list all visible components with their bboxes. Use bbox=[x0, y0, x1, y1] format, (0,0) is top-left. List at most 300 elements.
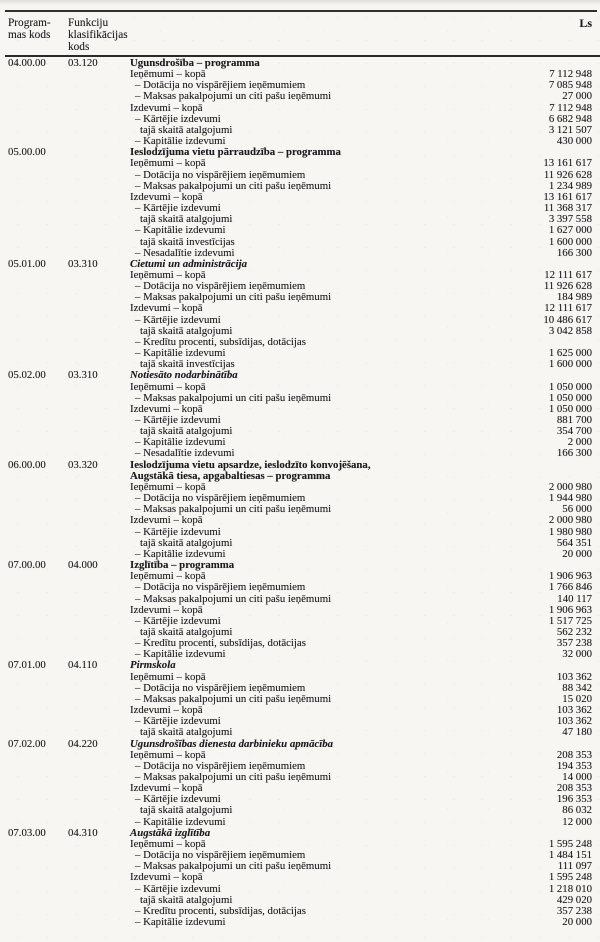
program-code bbox=[8, 493, 68, 504]
row-amount: 11 926 628 bbox=[543, 280, 592, 293]
function-code bbox=[68, 303, 130, 314]
row-label: Ieņēmumi – kopā bbox=[130, 157, 206, 170]
program-code: 07.02.00 bbox=[8, 737, 46, 750]
budget-row bbox=[8, 727, 592, 738]
row-amount: 1 906 963 bbox=[548, 603, 592, 616]
budget-row bbox=[8, 181, 592, 192]
row-amount: 208 353 bbox=[556, 782, 592, 795]
row-label: – Kredītu procenti, subsīdijas, dotācijas bbox=[135, 637, 306, 650]
row-amount: 184 989 bbox=[556, 291, 592, 304]
row-amount: 13 161 617 bbox=[543, 157, 592, 170]
function-code bbox=[68, 170, 130, 181]
budget-row bbox=[8, 638, 592, 649]
row-amount: 194 353 bbox=[556, 759, 592, 772]
function-code bbox=[68, 794, 130, 805]
table-body bbox=[8, 58, 592, 928]
program-code bbox=[8, 727, 68, 738]
budget-section bbox=[8, 828, 592, 928]
row-label: – Kapitālie izdevumi bbox=[135, 916, 226, 929]
row-amount: 430 000 bbox=[556, 135, 592, 148]
program-code: 05.02.00 bbox=[8, 369, 46, 382]
function-code bbox=[68, 225, 130, 236]
program-code bbox=[8, 716, 68, 727]
row-label: – Maksas pakalpojumi un citi pašu ieņēmumi bbox=[135, 860, 332, 873]
row-label: – Nesadalītie izdevumi bbox=[135, 246, 235, 259]
budget-row bbox=[8, 448, 592, 459]
budget-row bbox=[8, 805, 592, 816]
function-code bbox=[68, 761, 130, 772]
row-amount: 166 300 bbox=[556, 246, 592, 259]
function-code bbox=[68, 192, 130, 203]
row-label: tajā skaitā atalgojumi bbox=[140, 804, 233, 817]
program-code bbox=[8, 884, 68, 895]
row-label: – Kapitālie izdevumi bbox=[135, 648, 226, 661]
section-title-line bbox=[8, 471, 592, 482]
function-code bbox=[68, 281, 130, 292]
function-code bbox=[68, 482, 130, 493]
function-code bbox=[68, 69, 130, 80]
row-label: – Kārtējie izdevumi bbox=[135, 882, 221, 895]
program-code bbox=[8, 426, 68, 437]
function-code bbox=[68, 527, 130, 538]
row-amount: 86 032 bbox=[562, 804, 592, 817]
program-code bbox=[8, 571, 68, 582]
function-code bbox=[68, 426, 130, 437]
program-code bbox=[8, 683, 68, 694]
row-label: Ieņēmumi – kopā bbox=[130, 748, 206, 761]
program-code bbox=[8, 594, 68, 605]
row-amount: 103 362 bbox=[556, 715, 592, 728]
budget-row bbox=[8, 884, 592, 895]
budget-row bbox=[8, 337, 592, 348]
budget-row bbox=[8, 594, 592, 605]
row-amount: 3 042 858 bbox=[548, 324, 592, 337]
budget-row bbox=[8, 538, 592, 549]
row-label: Izdevumi – kopā bbox=[130, 101, 203, 114]
row-amount: 14 000 bbox=[562, 771, 592, 783]
row-amount: 354 700 bbox=[556, 425, 592, 438]
budget-row bbox=[8, 203, 592, 214]
budget-row bbox=[8, 917, 592, 928]
program-code bbox=[8, 382, 68, 393]
header-function-label-line1: Funkciju bbox=[68, 17, 109, 29]
function-code bbox=[68, 125, 130, 136]
program-code bbox=[8, 315, 68, 326]
function-code: 03.120 bbox=[68, 57, 98, 69]
program-code bbox=[8, 69, 68, 80]
budget-row bbox=[8, 382, 592, 393]
budget-row bbox=[8, 794, 592, 805]
budget-row bbox=[8, 225, 592, 236]
budget-row bbox=[8, 616, 592, 627]
function-code bbox=[68, 91, 130, 102]
program-code bbox=[8, 114, 68, 125]
function-code bbox=[68, 415, 130, 426]
function-code bbox=[68, 181, 130, 192]
program-code bbox=[8, 839, 68, 850]
row-label: – Kapitālie izdevumi bbox=[135, 547, 226, 560]
program-code bbox=[8, 861, 68, 872]
header-program-code-column bbox=[8, 17, 68, 54]
budget-row bbox=[8, 504, 592, 515]
row-amount: 32 000 bbox=[562, 648, 592, 661]
row-amount: 2 000 bbox=[567, 436, 592, 449]
function-code bbox=[68, 672, 130, 683]
row-label: – Kapitālie izdevumi bbox=[135, 815, 226, 828]
row-amount: 12 000 bbox=[562, 815, 592, 828]
row-label: – Maksas pakalpojumi un citi pašu ieņēmumi bbox=[135, 771, 332, 783]
section-title: Notiesāto nodarbinātība bbox=[130, 369, 238, 382]
row-amount: 1 944 980 bbox=[548, 492, 592, 505]
program-code bbox=[8, 527, 68, 538]
budget-section bbox=[8, 660, 592, 738]
row-amount: 881 700 bbox=[556, 414, 592, 426]
row-label: Ieņēmumi – kopā bbox=[130, 268, 206, 281]
row-label: – Maksas pakalpojumi un citi pašu ieņēmumi bbox=[135, 592, 332, 605]
function-code bbox=[68, 906, 130, 917]
row-amount: 7 112 948 bbox=[549, 68, 592, 81]
row-label: tajā skaitā investīcijas bbox=[140, 235, 235, 248]
program-code bbox=[8, 393, 68, 404]
program-code bbox=[8, 482, 68, 493]
budget-row bbox=[8, 91, 592, 102]
program-code bbox=[8, 270, 68, 281]
row-label: Izdevumi – kopā bbox=[130, 871, 203, 884]
function-code: 04.110 bbox=[68, 659, 98, 672]
row-amount: 2 000 980 bbox=[548, 514, 592, 527]
function-code: 04.000 bbox=[68, 559, 98, 572]
budget-row bbox=[8, 292, 592, 303]
row-label: – Dotācija no vispārējiem ieņēmumiem bbox=[135, 280, 306, 293]
section-title-line bbox=[8, 828, 592, 839]
budget-section bbox=[8, 460, 592, 560]
row-amount: 1 600 000 bbox=[548, 235, 592, 248]
function-code bbox=[68, 727, 130, 738]
function-code bbox=[68, 783, 130, 794]
row-label: – Nesadalītie izdevumi bbox=[135, 447, 235, 460]
row-amount: 11 368 317 bbox=[543, 202, 592, 215]
program-code bbox=[8, 694, 68, 705]
header-function-label-line3: kods bbox=[68, 41, 90, 54]
row-label: Izdevumi – kopā bbox=[130, 402, 203, 415]
function-code bbox=[68, 850, 130, 861]
section-title: Izglītība – programma bbox=[130, 559, 235, 572]
program-code bbox=[8, 158, 68, 169]
function-code bbox=[68, 750, 130, 761]
row-amount: 357 238 bbox=[556, 904, 592, 917]
program-code bbox=[8, 772, 68, 783]
function-code bbox=[68, 538, 130, 549]
function-code bbox=[68, 404, 130, 415]
program-code bbox=[8, 627, 68, 638]
function-code bbox=[68, 839, 130, 850]
row-amount: 3 121 507 bbox=[548, 123, 592, 136]
row-label: Ieņēmumi – kopā bbox=[130, 380, 206, 393]
row-label: tajā skaitā investīcijas bbox=[140, 358, 235, 371]
row-label: tajā skaitā atalgojumi bbox=[140, 123, 233, 136]
program-code bbox=[8, 203, 68, 214]
row-label: Izdevumi – kopā bbox=[130, 603, 203, 616]
function-code bbox=[68, 515, 130, 526]
table-header bbox=[8, 17, 592, 54]
row-label: – Kapitālie izdevumi bbox=[135, 436, 226, 449]
row-label: – Maksas pakalpojumi un citi pašu ieņēmumi bbox=[135, 692, 332, 705]
section-title: Ieslodzījuma vietu pārraudzība – programma bbox=[130, 146, 341, 159]
program-code: 05.01.00 bbox=[8, 257, 46, 270]
program-code bbox=[8, 616, 68, 627]
budget-row bbox=[8, 716, 592, 727]
budget-row bbox=[8, 426, 592, 437]
program-code bbox=[8, 348, 68, 359]
function-code bbox=[68, 627, 130, 638]
budget-row bbox=[8, 705, 592, 716]
program-code bbox=[8, 705, 68, 716]
row-label: tajā skaitā atalgojumi bbox=[140, 536, 233, 549]
budget-row bbox=[8, 515, 592, 526]
row-amount: 1 625 000 bbox=[548, 347, 592, 360]
program-code: 06.00.00 bbox=[8, 458, 46, 471]
section-title-line bbox=[8, 259, 592, 270]
row-amount: 3 397 558 bbox=[548, 213, 592, 226]
program-code bbox=[8, 281, 68, 292]
row-amount: 1 234 989 bbox=[548, 179, 592, 192]
function-code bbox=[68, 382, 130, 393]
budget-section bbox=[8, 370, 592, 459]
program-code bbox=[8, 225, 68, 236]
row-amount: 12 111 617 bbox=[544, 302, 592, 315]
program-code bbox=[8, 906, 68, 917]
row-amount bbox=[474, 460, 592, 471]
row-label: – Kredītu procenti, subsīdijas, dotācijas bbox=[135, 904, 306, 917]
budget-row bbox=[8, 103, 592, 114]
program-code bbox=[8, 872, 68, 883]
program-code: 07.03.00 bbox=[8, 826, 46, 839]
row-amount: 562 232 bbox=[556, 625, 592, 638]
row-amount: 15 020 bbox=[562, 692, 592, 705]
row-amount: 6 682 948 bbox=[548, 112, 592, 125]
function-code bbox=[68, 582, 130, 593]
program-code bbox=[8, 582, 68, 593]
row-label: – Dotācija no vispārējiem ieņēmumiem bbox=[135, 581, 306, 594]
row-label: Ieņēmumi – kopā bbox=[130, 480, 206, 493]
row-amount: 20 000 bbox=[562, 547, 592, 560]
program-code bbox=[8, 805, 68, 816]
program-code: 07.01.00 bbox=[8, 659, 46, 672]
section-title-line bbox=[8, 739, 592, 750]
function-code: 03.310 bbox=[68, 257, 98, 270]
row-amount bbox=[474, 660, 592, 671]
row-label: tajā skaitā atalgojumi bbox=[140, 893, 233, 906]
program-code bbox=[8, 181, 68, 192]
row-label: Izdevumi – kopā bbox=[130, 782, 203, 795]
program-code bbox=[8, 80, 68, 91]
row-label: Ieņēmumi – kopā bbox=[130, 570, 206, 583]
budget-row bbox=[8, 861, 592, 872]
row-label: Izdevumi – kopā bbox=[130, 704, 203, 717]
program-code bbox=[8, 850, 68, 861]
row-amount: 1 600 000 bbox=[548, 358, 592, 371]
program-code bbox=[8, 91, 68, 102]
function-code bbox=[68, 270, 130, 281]
function-code bbox=[68, 471, 130, 482]
function-code bbox=[68, 571, 130, 582]
budget-row bbox=[8, 783, 592, 794]
row-label: – Kārtējie izdevumi bbox=[135, 793, 221, 806]
program-code bbox=[8, 170, 68, 181]
function-code bbox=[68, 114, 130, 125]
row-amount: 47 180 bbox=[562, 726, 592, 739]
budget-row bbox=[8, 605, 592, 616]
function-code bbox=[68, 716, 130, 727]
row-label: tajā skaitā atalgojumi bbox=[140, 726, 233, 739]
budget-section bbox=[8, 739, 592, 828]
function-code bbox=[68, 493, 130, 504]
row-amount: 1 766 846 bbox=[548, 581, 592, 594]
function-code bbox=[68, 448, 130, 459]
function-code bbox=[68, 437, 130, 448]
row-label: – Kārtējie izdevumi bbox=[135, 614, 221, 627]
row-amount: 56 000 bbox=[562, 503, 592, 516]
function-code bbox=[68, 705, 130, 716]
function-code bbox=[68, 214, 130, 225]
row-amount: 1 980 980 bbox=[548, 525, 592, 538]
program-code bbox=[8, 504, 68, 515]
row-label: – Maksas pakalpojumi un citi pašu ieņēmumi bbox=[135, 179, 332, 192]
header-program-label-line1: Program- bbox=[8, 17, 51, 29]
row-amount: 11 926 628 bbox=[543, 168, 592, 181]
program-code: 04.00.00 bbox=[8, 57, 46, 69]
budget-row bbox=[8, 114, 592, 125]
row-amount: 1 218 010 bbox=[548, 882, 592, 895]
row-label: – Dotācija no vispārējiem ieņēmumiem bbox=[135, 759, 306, 772]
row-amount: 564 351 bbox=[556, 536, 592, 549]
row-amount: 13 161 617 bbox=[543, 190, 592, 203]
program-code bbox=[8, 794, 68, 805]
program-code bbox=[8, 638, 68, 649]
section-title: Ieslodzījuma vietu apsardze, ieslodzīto konvojēšana, bbox=[130, 458, 371, 471]
function-code bbox=[68, 683, 130, 694]
section-title-line bbox=[8, 58, 592, 69]
function-code bbox=[68, 103, 130, 114]
row-amount: 10 486 617 bbox=[543, 313, 592, 326]
budget-row bbox=[8, 237, 592, 248]
function-code bbox=[68, 147, 130, 158]
row-amount: 1 050 000 bbox=[548, 380, 592, 393]
row-amount: 1 050 000 bbox=[548, 402, 592, 415]
budget-row bbox=[8, 303, 592, 314]
program-code bbox=[8, 437, 68, 448]
row-amount bbox=[474, 370, 592, 381]
row-amount: 1 595 248 bbox=[548, 837, 592, 850]
program-code bbox=[8, 125, 68, 136]
row-amount: 7 085 948 bbox=[548, 79, 592, 92]
program-code bbox=[8, 538, 68, 549]
row-amount: 1 484 151 bbox=[548, 849, 592, 862]
row-label: Ieņēmumi – kopā bbox=[130, 68, 206, 81]
row-label: – Maksas pakalpojumi un citi pašu ieņēmumi bbox=[135, 90, 332, 103]
function-code: 03.320 bbox=[68, 458, 98, 471]
function-code bbox=[68, 393, 130, 404]
row-amount: 12 111 617 bbox=[544, 268, 592, 281]
row-label: – Dotācija no vispārējiem ieņēmumiem bbox=[135, 168, 306, 181]
section-title-line bbox=[8, 660, 592, 671]
row-amount: 103 362 bbox=[556, 670, 592, 683]
function-code bbox=[68, 326, 130, 337]
row-label: – Maksas pakalpojumi un citi pašu ieņēmumi bbox=[135, 503, 332, 516]
row-label: – Kārtējie izdevumi bbox=[135, 525, 221, 538]
header-function-code-column bbox=[68, 17, 128, 54]
row-label: Izdevumi – kopā bbox=[130, 514, 203, 527]
program-code bbox=[8, 917, 68, 928]
row-amount: 1 595 248 bbox=[548, 871, 592, 884]
budget-row bbox=[8, 125, 592, 136]
program-code bbox=[8, 237, 68, 248]
row-amount: 1 050 000 bbox=[548, 391, 592, 404]
row-label: – Kapitālie izdevumi bbox=[135, 347, 226, 360]
row-amount: 111 097 bbox=[557, 860, 592, 873]
program-code bbox=[8, 103, 68, 114]
budget-row bbox=[8, 437, 592, 448]
row-label: – Kārtējie izdevumi bbox=[135, 414, 221, 426]
program-code bbox=[8, 515, 68, 526]
function-code bbox=[68, 504, 130, 515]
currency-label: Ls bbox=[579, 16, 592, 30]
row-amount bbox=[474, 739, 592, 750]
row-label: tajā skaitā atalgojumi bbox=[140, 425, 233, 438]
budget-section bbox=[8, 259, 592, 371]
row-amount: 196 353 bbox=[556, 793, 592, 806]
program-code bbox=[8, 192, 68, 203]
header-program-label-line2: mas kods bbox=[8, 29, 51, 42]
function-code bbox=[68, 348, 130, 359]
row-label: tajā skaitā atalgojumi bbox=[140, 324, 233, 337]
program-code bbox=[8, 750, 68, 761]
row-label: – Kārtējie izdevumi bbox=[135, 715, 221, 728]
row-label: tajā skaitā atalgojumi bbox=[140, 625, 233, 638]
row-label: – Kārtējie izdevumi bbox=[135, 313, 221, 326]
row-amount: 429 020 bbox=[556, 893, 592, 906]
row-amount: 103 362 bbox=[556, 704, 592, 717]
function-code bbox=[68, 158, 130, 169]
row-label: – Maksas pakalpojumi un citi pašu ieņēmumi bbox=[135, 391, 332, 404]
top-rule bbox=[5, 10, 597, 12]
budget-row bbox=[8, 348, 592, 359]
budget-section bbox=[8, 58, 592, 147]
row-amount: 1 627 000 bbox=[548, 224, 592, 237]
function-code bbox=[68, 917, 130, 928]
row-amount: 27 000 bbox=[562, 90, 592, 103]
program-code bbox=[8, 326, 68, 337]
section-title: Augstākā tiesa, apgabaltiesas – programma bbox=[130, 469, 331, 482]
row-label: – Maksas pakalpojumi un citi pašu ieņēmumi bbox=[135, 291, 332, 304]
function-code bbox=[68, 80, 130, 91]
function-code bbox=[68, 872, 130, 883]
row-label: – Kapitālie izdevumi bbox=[135, 224, 226, 237]
program-code bbox=[8, 415, 68, 426]
program-code bbox=[8, 672, 68, 683]
function-code bbox=[68, 237, 130, 248]
row-label: – Dotācija no vispārējiem ieņēmumiem bbox=[135, 492, 306, 505]
function-code bbox=[68, 772, 130, 783]
row-label: – Dotācija no vispārējiem ieņēmumiem bbox=[135, 681, 306, 694]
row-label: – Kredītu procenti, subsīdijas, dotācijas bbox=[135, 335, 306, 348]
budget-row bbox=[8, 158, 592, 169]
row-amount: 88 342 bbox=[562, 681, 592, 694]
program-code bbox=[8, 404, 68, 415]
row-amount: 20 000 bbox=[562, 916, 592, 929]
budget-row bbox=[8, 527, 592, 538]
row-amount: 7 112 948 bbox=[549, 101, 592, 114]
